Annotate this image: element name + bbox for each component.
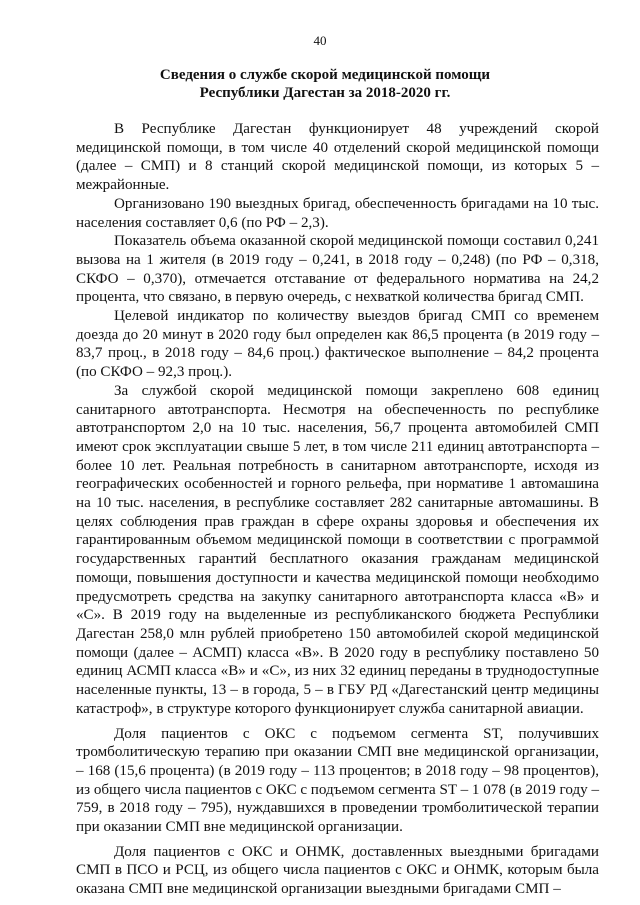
page-number: 40 xyxy=(313,33,327,48)
paragraph-arrival-time: Целевой индикатор по количеству выездов бригад СМП со временем доезда до 20 минут в 2020 году был определен как 86,5 процента (в 2019 году – 83,7 проц., в 2018 году – 84,6 проц.) фактическое выполнение – 84,2 процента (по СКФО – 92,3 проц.). xyxy=(76,308,599,381)
paragraph-transport: За службой скорой медицинской помощи закреплено 608 единиц санитарного автотранспорта. Несмотря на обеспеченность по республике автотранспортом 2,0 на 10 тыс. населения, 56,7 процента автомобилей СМП имеют срок эксплуатации свыше 5 лет, в том числе 211 единиц автотранспорта – более 10 лет. Реальная потребность в санитарном автотранспорте, исходя из географических особенностей и горного рельефа, при нормативе 1 автомашина на 10 тыс. населения, в республике составляет 282 санитарные автомашины. В целях соблюдения прав граждан в сфере охраны здоровья и обеспечения их гарантированным объемом медицинской помощи в соответствии с программой государственных гарантий бесплатного оказания гражданам медицинской помощи, повышения доступности и качества медицинской помощи необходимо предусмотреть средства на закупку санитарного автотранспорта класса «В» и «С». В 2019 году на выделенные из республиканского бюджета Республики Дагестан 258,0 млн рублей приобретено 150 автомобилей скорой медицинской помощи (далее – АСМП) класса «В». В 2020 году в республику поставлено 50 единиц АСМП класса «В» и «С», из них 32 единиц переданы в труднодоступные населенные пункты, 13 – в города, 5 – в ГБУ РД «Дагестанский центр медицины катастроф», в структуре которого функционирует служба санитарной авиации. xyxy=(76,382,599,717)
paragraph-volume: Показатель объема оказанной скорой медицинской помощи составил 0,241 вызова на 1 жителя (в 2019 году – 0,241, в 2018 году – 0,248) (по РФ – 0,318, СКФО – 0,370), отмечается отставание от федерального норматива на 24,2 процента, что связано, в первую очередь, с нехваткой количества бригад СМП. xyxy=(76,233,599,306)
paragraph-thrombolysis: Доля пациентов с ОКС с подъемом сегмента ST, получивших тромболитическую терапию при оказании СМП вне медицинской организации, – 168 (15,6 процента) (в 2019 году – 113 процентов; в 2018 году – 98 процентов), из общего числа пациентов с ОКС с подъемом сегмента ST – 1 078 (в 2019 году – 759, в 2018 году – 795), нуждавшихся в проведении тромболитической терапии при оказании СМП вне медицинской организации. xyxy=(76,725,599,836)
document-title xyxy=(90,66,560,102)
title-line-1: Сведения о службе скорой медицинской помощи xyxy=(159,67,491,83)
paragraph-brigades: Организовано 190 выездных бригад, обеспеченность бригадами на 10 тыс. населения составляет 0,6 (по РФ – 2,3). xyxy=(76,195,599,231)
title-line-2: Республики Дагестан за 2018-2020 гг. xyxy=(199,85,451,101)
paragraph-institutions: В Республике Дагестан функционирует 48 учреждений скорой медицинской помощи, в том числе 40 отделений скорой медицинской помощи (далее – СМП) и 8 станций скорой медицинской помощи, из которых 5 – межрайонные. xyxy=(76,121,599,194)
paragraph-delivery: Доля пациентов с ОКС и ОНМК, доставленных выездными бригадами СМП в ПСО и РСЦ, из общего числа пациентов с ОКС и ОНМК, которым была оказана СМП вне медицинской организации выездными бригадами СМП – xyxy=(76,843,599,898)
document-body xyxy=(76,120,599,899)
